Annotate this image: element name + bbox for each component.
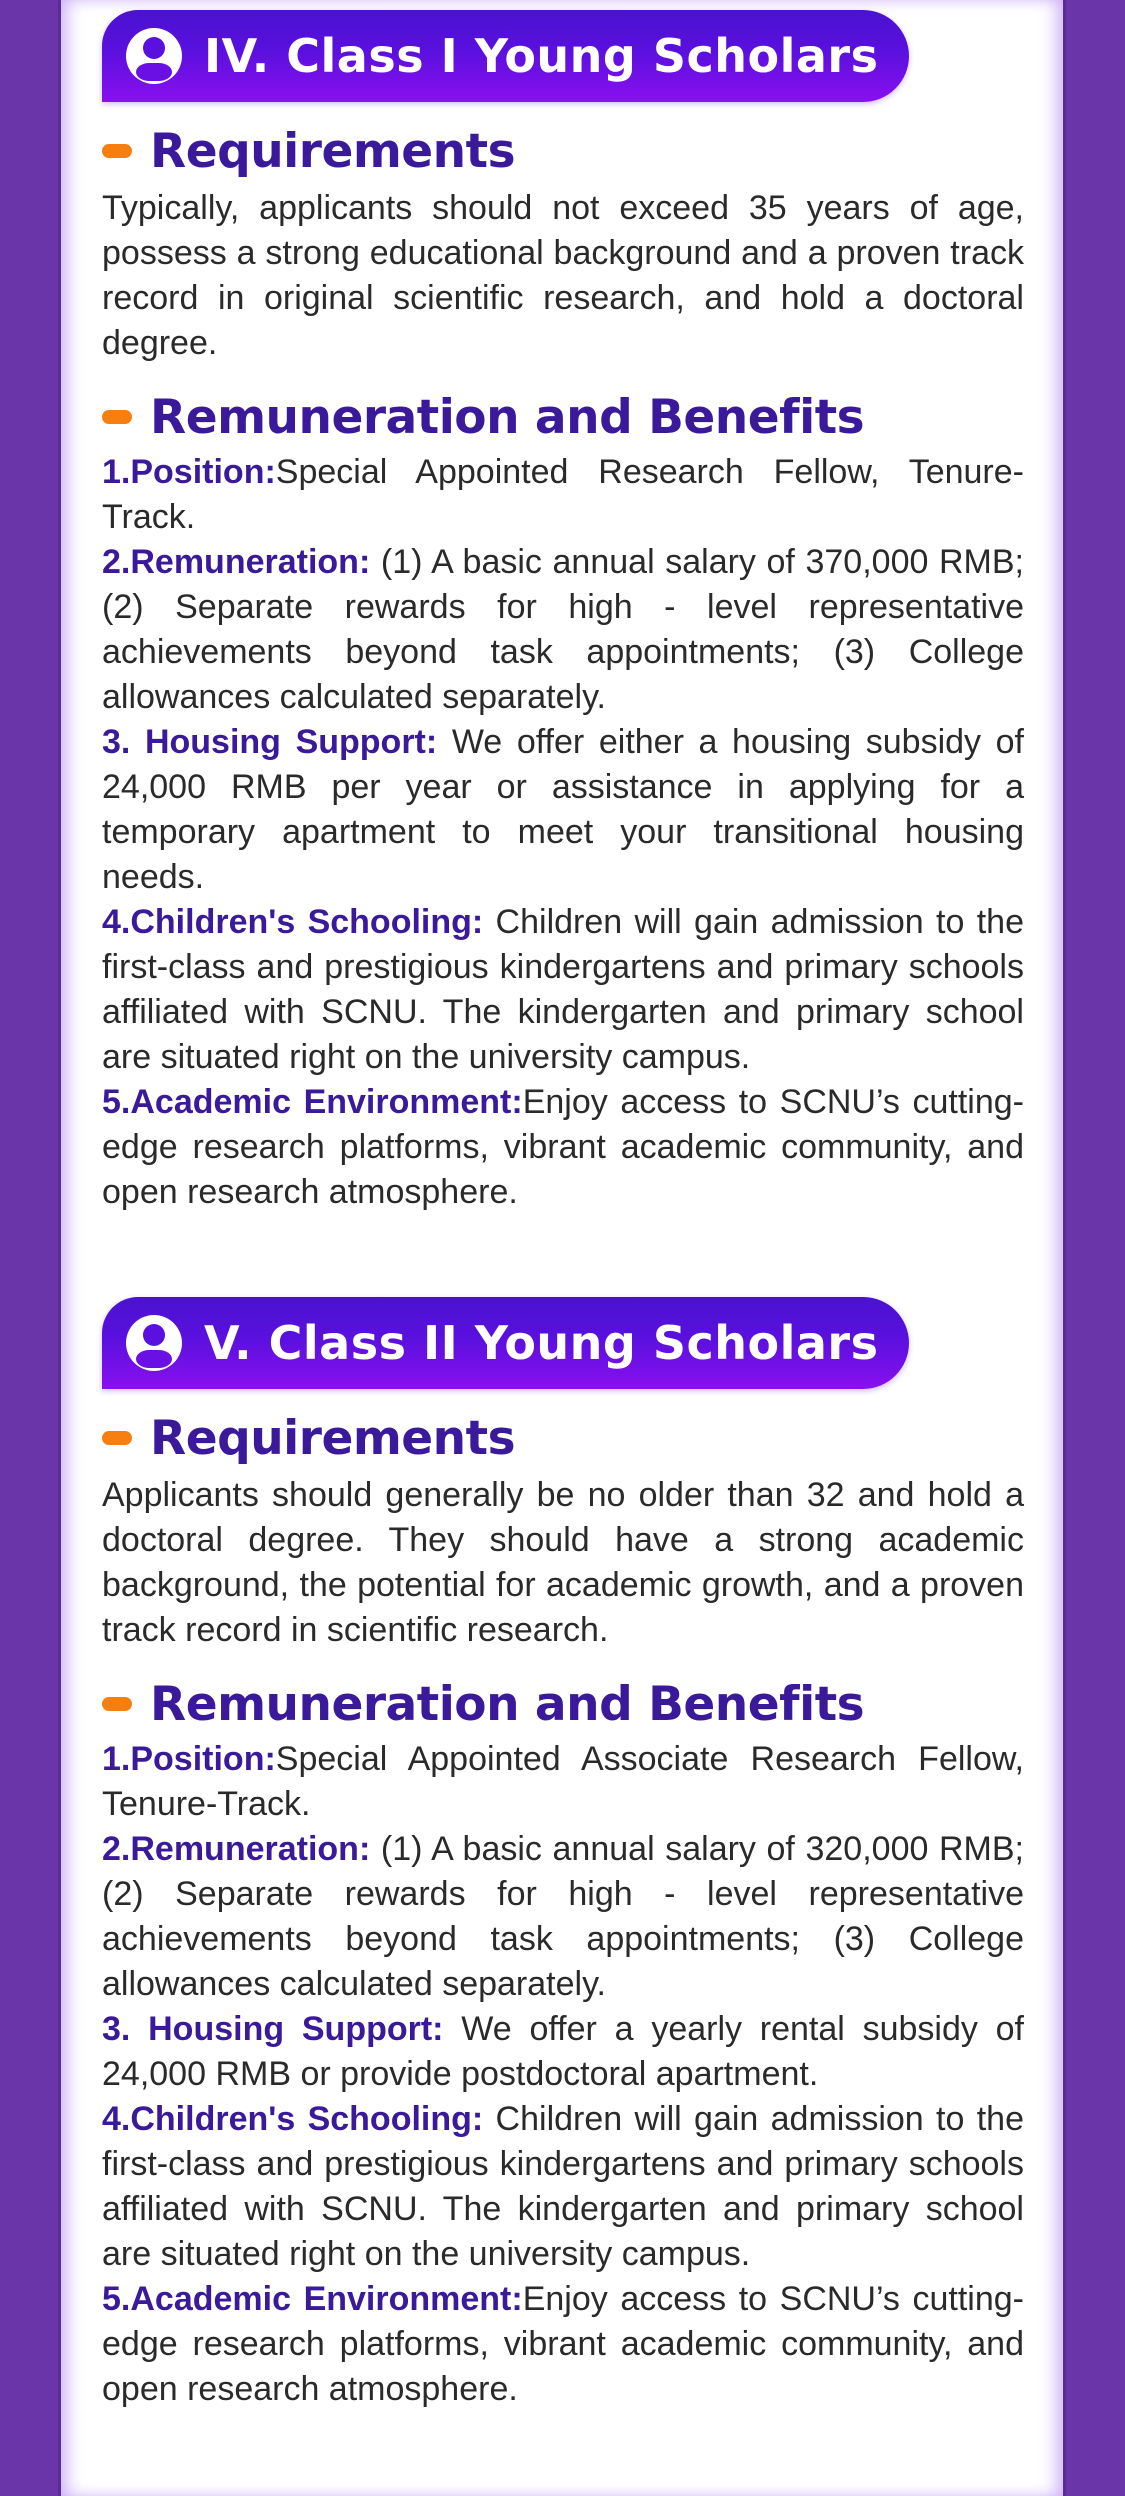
benefit-text: We offer either a housing subsidy of 24,000 RMB per year or assistance in applying for a temporary apartment to meet your transitional housing needs. [102, 723, 1025, 896]
bullet-pill-icon [102, 1431, 132, 1445]
benefit-item-housing [102, 2007, 1024, 2097]
user-circle-icon [126, 28, 182, 84]
content-panel [58, 0, 1066, 2496]
bullet-pill-icon [102, 410, 132, 424]
requirements-text: Applicants should generally be no older than 32 and hold a doctoral degree. They should have a strong academic background, the potential for academic growth, and a proven track record in scientific research. [102, 1476, 1024, 1649]
benefit-text: (1) A basic annual salary of 370,000 RMB; (2) Separate rewards for high - level representative achievements beyond task appointments; (3) College allowances calculated separately. [102, 543, 1024, 716]
section-title: IV. Class I Young Scholars [204, 29, 879, 83]
benefit-text: Children will gain admission to the first-class and prestigious kindergartens and primary schools affiliated with SCNU. The kindergarten and primary school are situated right on the university campus. [102, 903, 1024, 1076]
requirements-heading-text: Requirements [150, 123, 516, 179]
benefit-item-remuneration [102, 540, 1024, 720]
benefit-label: 5.Academic Environment: [102, 1083, 523, 1121]
benefit-item-position [102, 1737, 1024, 1827]
benefits-list [102, 1737, 1024, 2412]
benefit-item-environment [102, 2277, 1024, 2412]
benefit-item-position [102, 450, 1024, 540]
benefit-label: 2.Remuneration: [102, 1830, 371, 1868]
requirements-heading-text: Requirements [150, 1410, 516, 1466]
section-class-ii [102, 1297, 1024, 2412]
benefit-label: 3. Housing Support: [102, 723, 438, 761]
benefits-heading [102, 1673, 1024, 1735]
benefit-text: Special Appointed Associate Research Fellow, Tenure-Track. [102, 1740, 1024, 1823]
benefit-label: 4.Children's Schooling: [102, 903, 484, 941]
benefits-heading-text: Remuneration and Benefits [150, 1676, 865, 1732]
benefit-label: 1.Position: [102, 1740, 276, 1778]
benefits-list [102, 450, 1024, 1215]
bullet-pill-icon [102, 1697, 132, 1711]
benefit-label: 1.Position: [102, 453, 276, 491]
benefit-label: 4.Children's Schooling: [102, 2100, 484, 2138]
section-title: V. Class II Young Scholars [204, 1316, 879, 1370]
section-banner [102, 10, 909, 102]
user-circle-icon [126, 1315, 182, 1371]
benefit-item-remuneration [102, 1827, 1024, 2007]
benefit-text: (1) A basic annual salary of 320,000 RMB; (2) Separate rewards for high - level representative achievements beyond task appointments; (3) College allowances calculated separately. [102, 1830, 1024, 2003]
benefit-item-environment [102, 1080, 1024, 1215]
benefit-item-housing [102, 720, 1024, 900]
benefit-item-schooling [102, 900, 1024, 1080]
section-class-i [102, 10, 1024, 1215]
benefit-label: 2.Remuneration: [102, 543, 371, 581]
benefit-text: We offer a yearly rental subsidy of 24,000 RMB or provide postdoctoral apartment. [102, 2010, 1025, 2093]
benefit-text: Enjoy access to SCNU’s cutting-edge research platforms, vibrant academic community, and open research atmosphere. [102, 1083, 1024, 1211]
requirements-heading [102, 1407, 1024, 1469]
benefit-label: 3. Housing Support: [102, 2010, 444, 2048]
requirements-text: Typically, applicants should not exceed 35 years of age, possess a strong educational background and a proven track record in original scientific research, and hold a doctoral degree. [102, 189, 1024, 362]
benefit-item-schooling [102, 2097, 1024, 2277]
benefit-text: Enjoy access to SCNU’s cutting-edge research platforms, vibrant academic community, and open research atmosphere. [102, 2280, 1024, 2408]
bullet-pill-icon [102, 144, 132, 158]
requirements-heading [102, 120, 1024, 182]
benefit-label: 5.Academic Environment: [102, 2280, 523, 2318]
benefit-text: Special Appointed Research Fellow, Tenure-Track. [102, 453, 1024, 536]
benefits-heading [102, 386, 1024, 448]
benefit-text: Children will gain admission to the first-class and prestigious kindergartens and primary schools affiliated with SCNU. The kindergarten and primary school are situated right on the university campus. [102, 2100, 1024, 2273]
benefits-heading-text: Remuneration and Benefits [150, 389, 865, 445]
section-banner [102, 1297, 909, 1389]
